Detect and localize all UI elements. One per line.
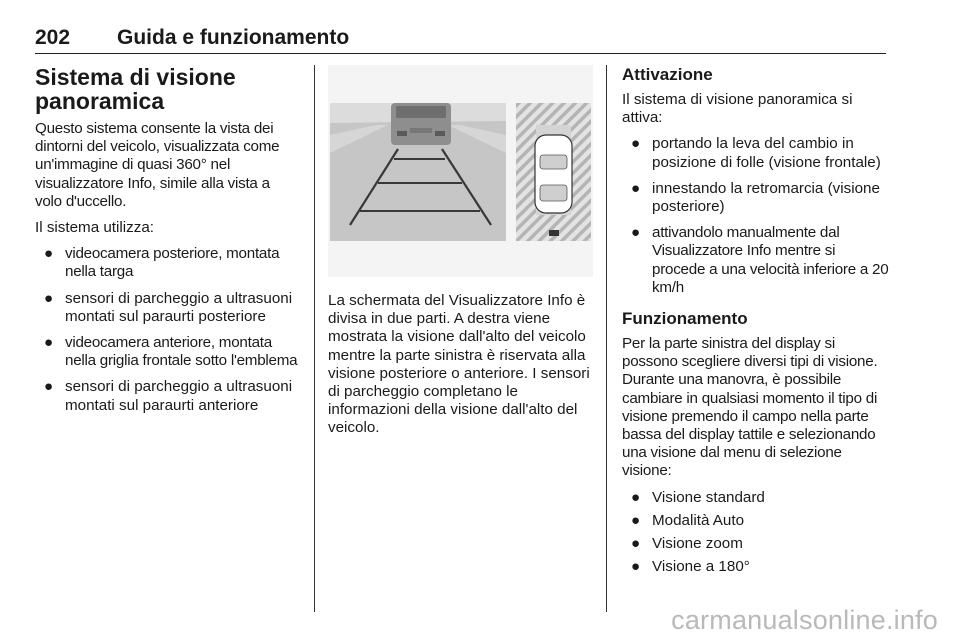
list-item: ● videocamera anteriore, montata nella griglia frontale sotto l'emblema bbox=[44, 334, 298, 370]
top-down-view bbox=[516, 103, 591, 241]
function-paragraph: Per la parte sinistra del display si possono scegliere diversi tipi di visione. Durante una manovra, è possibile cambiare in qualsiasi momento il tipo di visione premendo il campo nella parte bassa del display tattile e selezionando una visione dal menu di selezione visione: bbox=[622, 335, 878, 480]
column-divider bbox=[314, 65, 315, 612]
activation-list bbox=[622, 135, 892, 297]
activation-heading: Attivazione bbox=[622, 65, 713, 84]
view-modes-list bbox=[622, 489, 892, 577]
function-heading: Funzionamento bbox=[622, 309, 748, 329]
page-number: 202 bbox=[35, 26, 71, 49]
list-item: ● portando la leva del cambio in posizione di folle (visione frontale) bbox=[631, 135, 881, 171]
section-title: Sistema di visione panoramica bbox=[35, 64, 236, 114]
column-right bbox=[622, 65, 892, 581]
camera-display-illustration bbox=[328, 65, 593, 277]
bullet-icon: ● bbox=[631, 535, 641, 553]
watermark: carmanualsonline.info bbox=[671, 605, 938, 635]
column-left bbox=[35, 65, 300, 423]
list-item: ● Visione standard bbox=[631, 488, 765, 506]
bullet-icon: ● bbox=[631, 135, 641, 153]
list-item: ● innestando la retromarcia (visione posteriore) bbox=[631, 179, 880, 216]
column-middle bbox=[328, 65, 593, 446]
page-header bbox=[35, 26, 886, 54]
bullet-icon: ● bbox=[631, 511, 641, 529]
bullet-icon: ● bbox=[44, 378, 54, 396]
uses-label: Il sistema utilizza: bbox=[35, 219, 155, 237]
bullet-icon: ● bbox=[44, 289, 54, 307]
running-title: Guida e funzionamento bbox=[117, 26, 350, 49]
list-item: ● attivandolo manualmente dal Visualizzatore Info mentre si procede a una velocità inferiore a 20 km/h bbox=[631, 224, 889, 296]
column-divider bbox=[606, 65, 607, 612]
figure-caption: La schermata del Visualizzatore Info è divisa in due parti. A destra viene mostrata la visione dall'alto del veicolo mentre la parte sinistra è riservata alla visione posteriore o anteriore. I sensori di parcheggio completano le informazioni della visione dall'alto del veicolo. bbox=[328, 292, 590, 437]
list-item: ● videocamera posteriore, montata nella targa bbox=[44, 245, 280, 281]
list-item: ● Modalità Auto bbox=[631, 511, 745, 529]
list-item: ● sensori di parcheggio a ultrasuoni montati sul paraurti anteriore bbox=[44, 378, 293, 414]
list-item: ● Visione a 180° bbox=[631, 558, 750, 576]
uses-list bbox=[35, 245, 300, 415]
activation-intro: Il sistema di visione panoramica si attiva: bbox=[622, 91, 853, 127]
list-item: ● Visione zoom bbox=[631, 535, 743, 553]
bullet-icon: ● bbox=[631, 179, 641, 197]
rear-camera-view bbox=[330, 103, 506, 241]
intro-paragraph: Questo sistema consente la vista dei dintorni del veicolo, visualizzata come un'immagine di quasi 360° nel visualizzatore Info, simile alla vista a volo d'uccello. bbox=[35, 120, 280, 210]
list-item: ● sensori di parcheggio a ultrasuoni montati sul paraurti posteriore bbox=[44, 289, 293, 325]
camera-display-icon bbox=[328, 65, 593, 277]
bullet-icon: ● bbox=[44, 245, 54, 263]
bullet-icon: ● bbox=[631, 224, 641, 242]
bullet-icon: ● bbox=[631, 558, 641, 576]
bullet-icon: ● bbox=[631, 488, 641, 506]
bullet-icon: ● bbox=[44, 334, 54, 352]
